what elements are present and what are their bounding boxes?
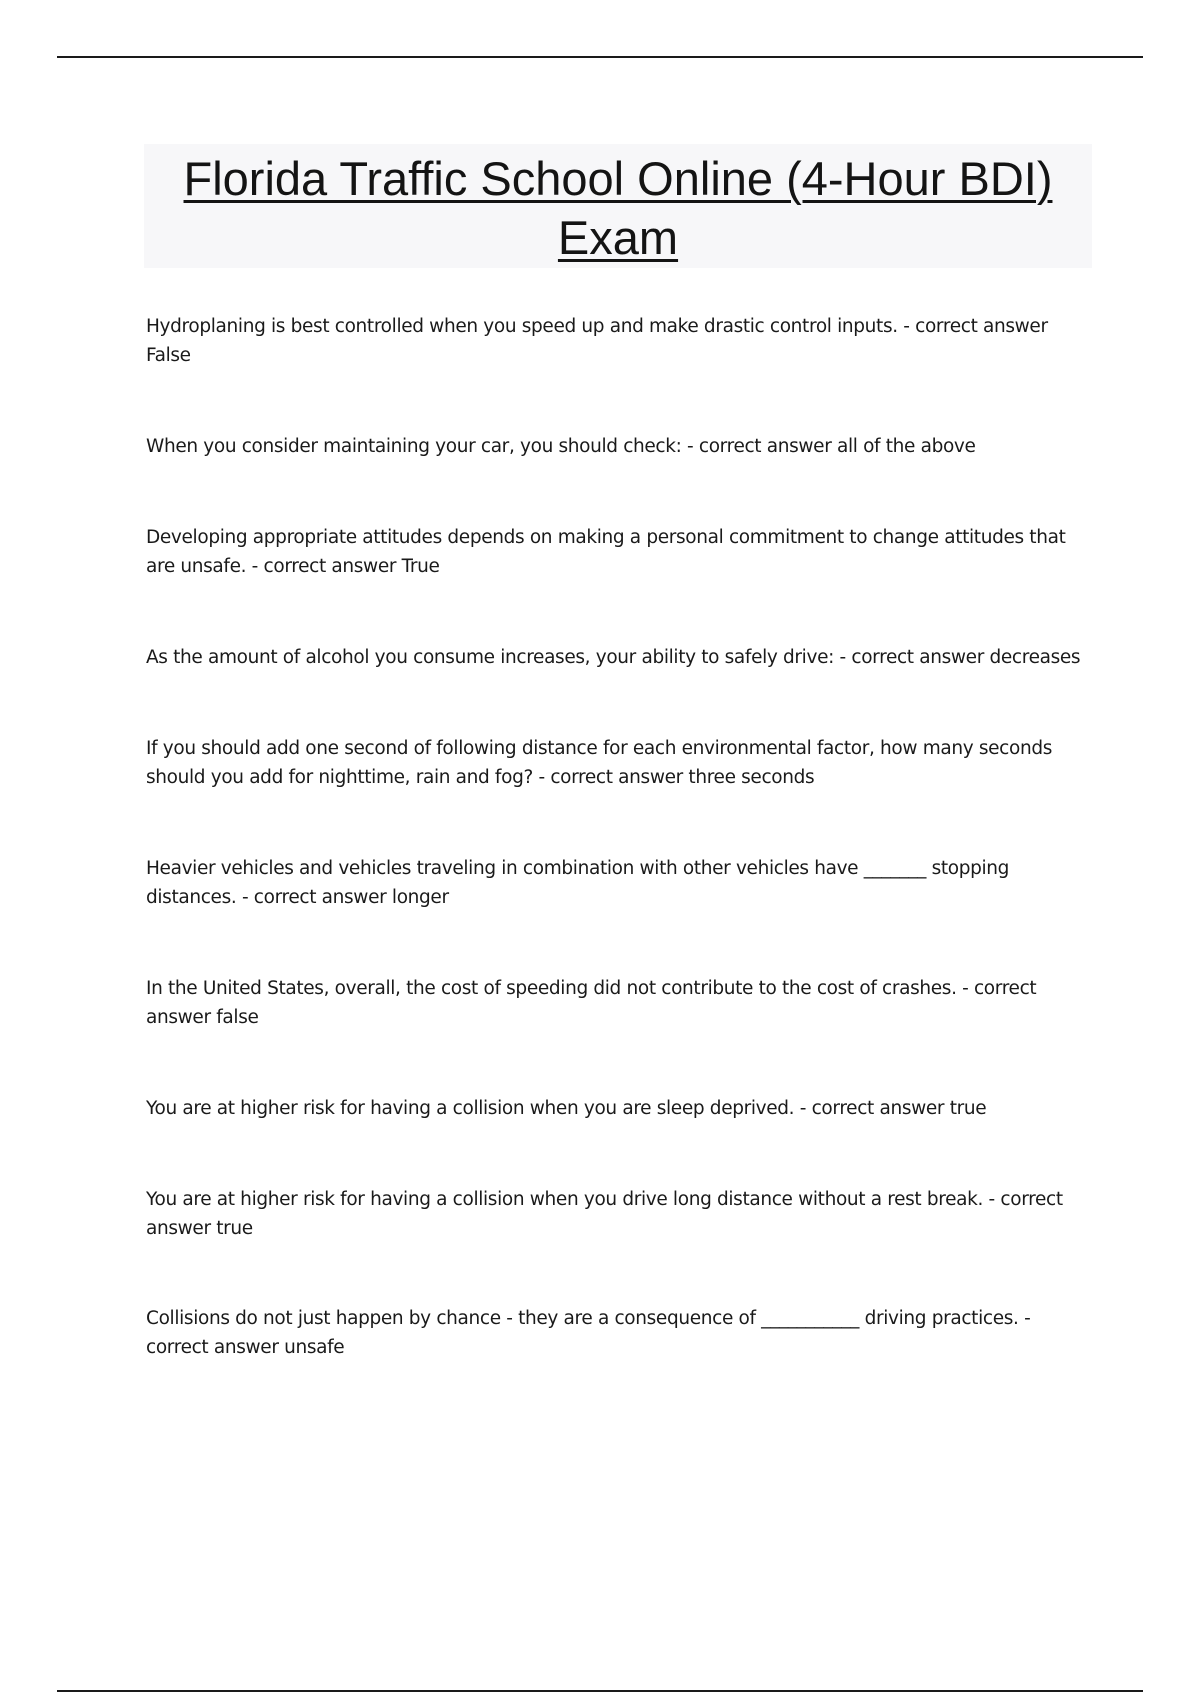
title-line-2: Exam <box>557 211 679 264</box>
qa-item-9: You are at higher risk for having a collision when you drive long distance without a rest break. - correct answer true <box>146 1189 1063 1239</box>
title-banner <box>144 144 1092 268</box>
qa-item-1: Hydroplaning is best controlled when you speed up and make drastic control inputs. - correct answer False <box>146 316 1048 366</box>
qa-item-6: Heavier vehicles and vehicles traveling in combination with other vehicles have _______ stopping distances. - correct answer longer <box>146 858 1010 908</box>
header-rule <box>57 56 1143 58</box>
document-title <box>144 149 1092 267</box>
qa-item-5: If you should add one second of following distance for each environmental factor, how many seconds should you add for nighttime, rain and fog? - correct answer three seconds <box>146 738 1053 788</box>
qa-item-2: When you consider maintaining your car, you should check: - correct answer all of the above <box>146 436 976 457</box>
qa-item-7: In the United States, overall, the cost of speeding did not contribute to the cost of crashes. - correct answer false <box>146 978 1037 1028</box>
qa-item-3: Developing appropriate attitudes depends on making a personal commitment to change attitudes that are unsafe. - correct answer True <box>146 527 1066 577</box>
title-line-1: Florida Traffic School Online (4-Hour BDI) <box>183 152 1053 205</box>
qa-item-8: You are at higher risk for having a collision when you are sleep deprived. - correct answer true <box>146 1098 987 1119</box>
qa-item-4: As the amount of alcohol you consume increases, your ability to safely drive: - correct answer decreases <box>146 647 1081 668</box>
footer-rule <box>57 1690 1143 1692</box>
qa-item-10: Collisions do not just happen by chance - they are a consequence of ___________ driving practices. - correct answer unsafe <box>146 1308 1031 1358</box>
